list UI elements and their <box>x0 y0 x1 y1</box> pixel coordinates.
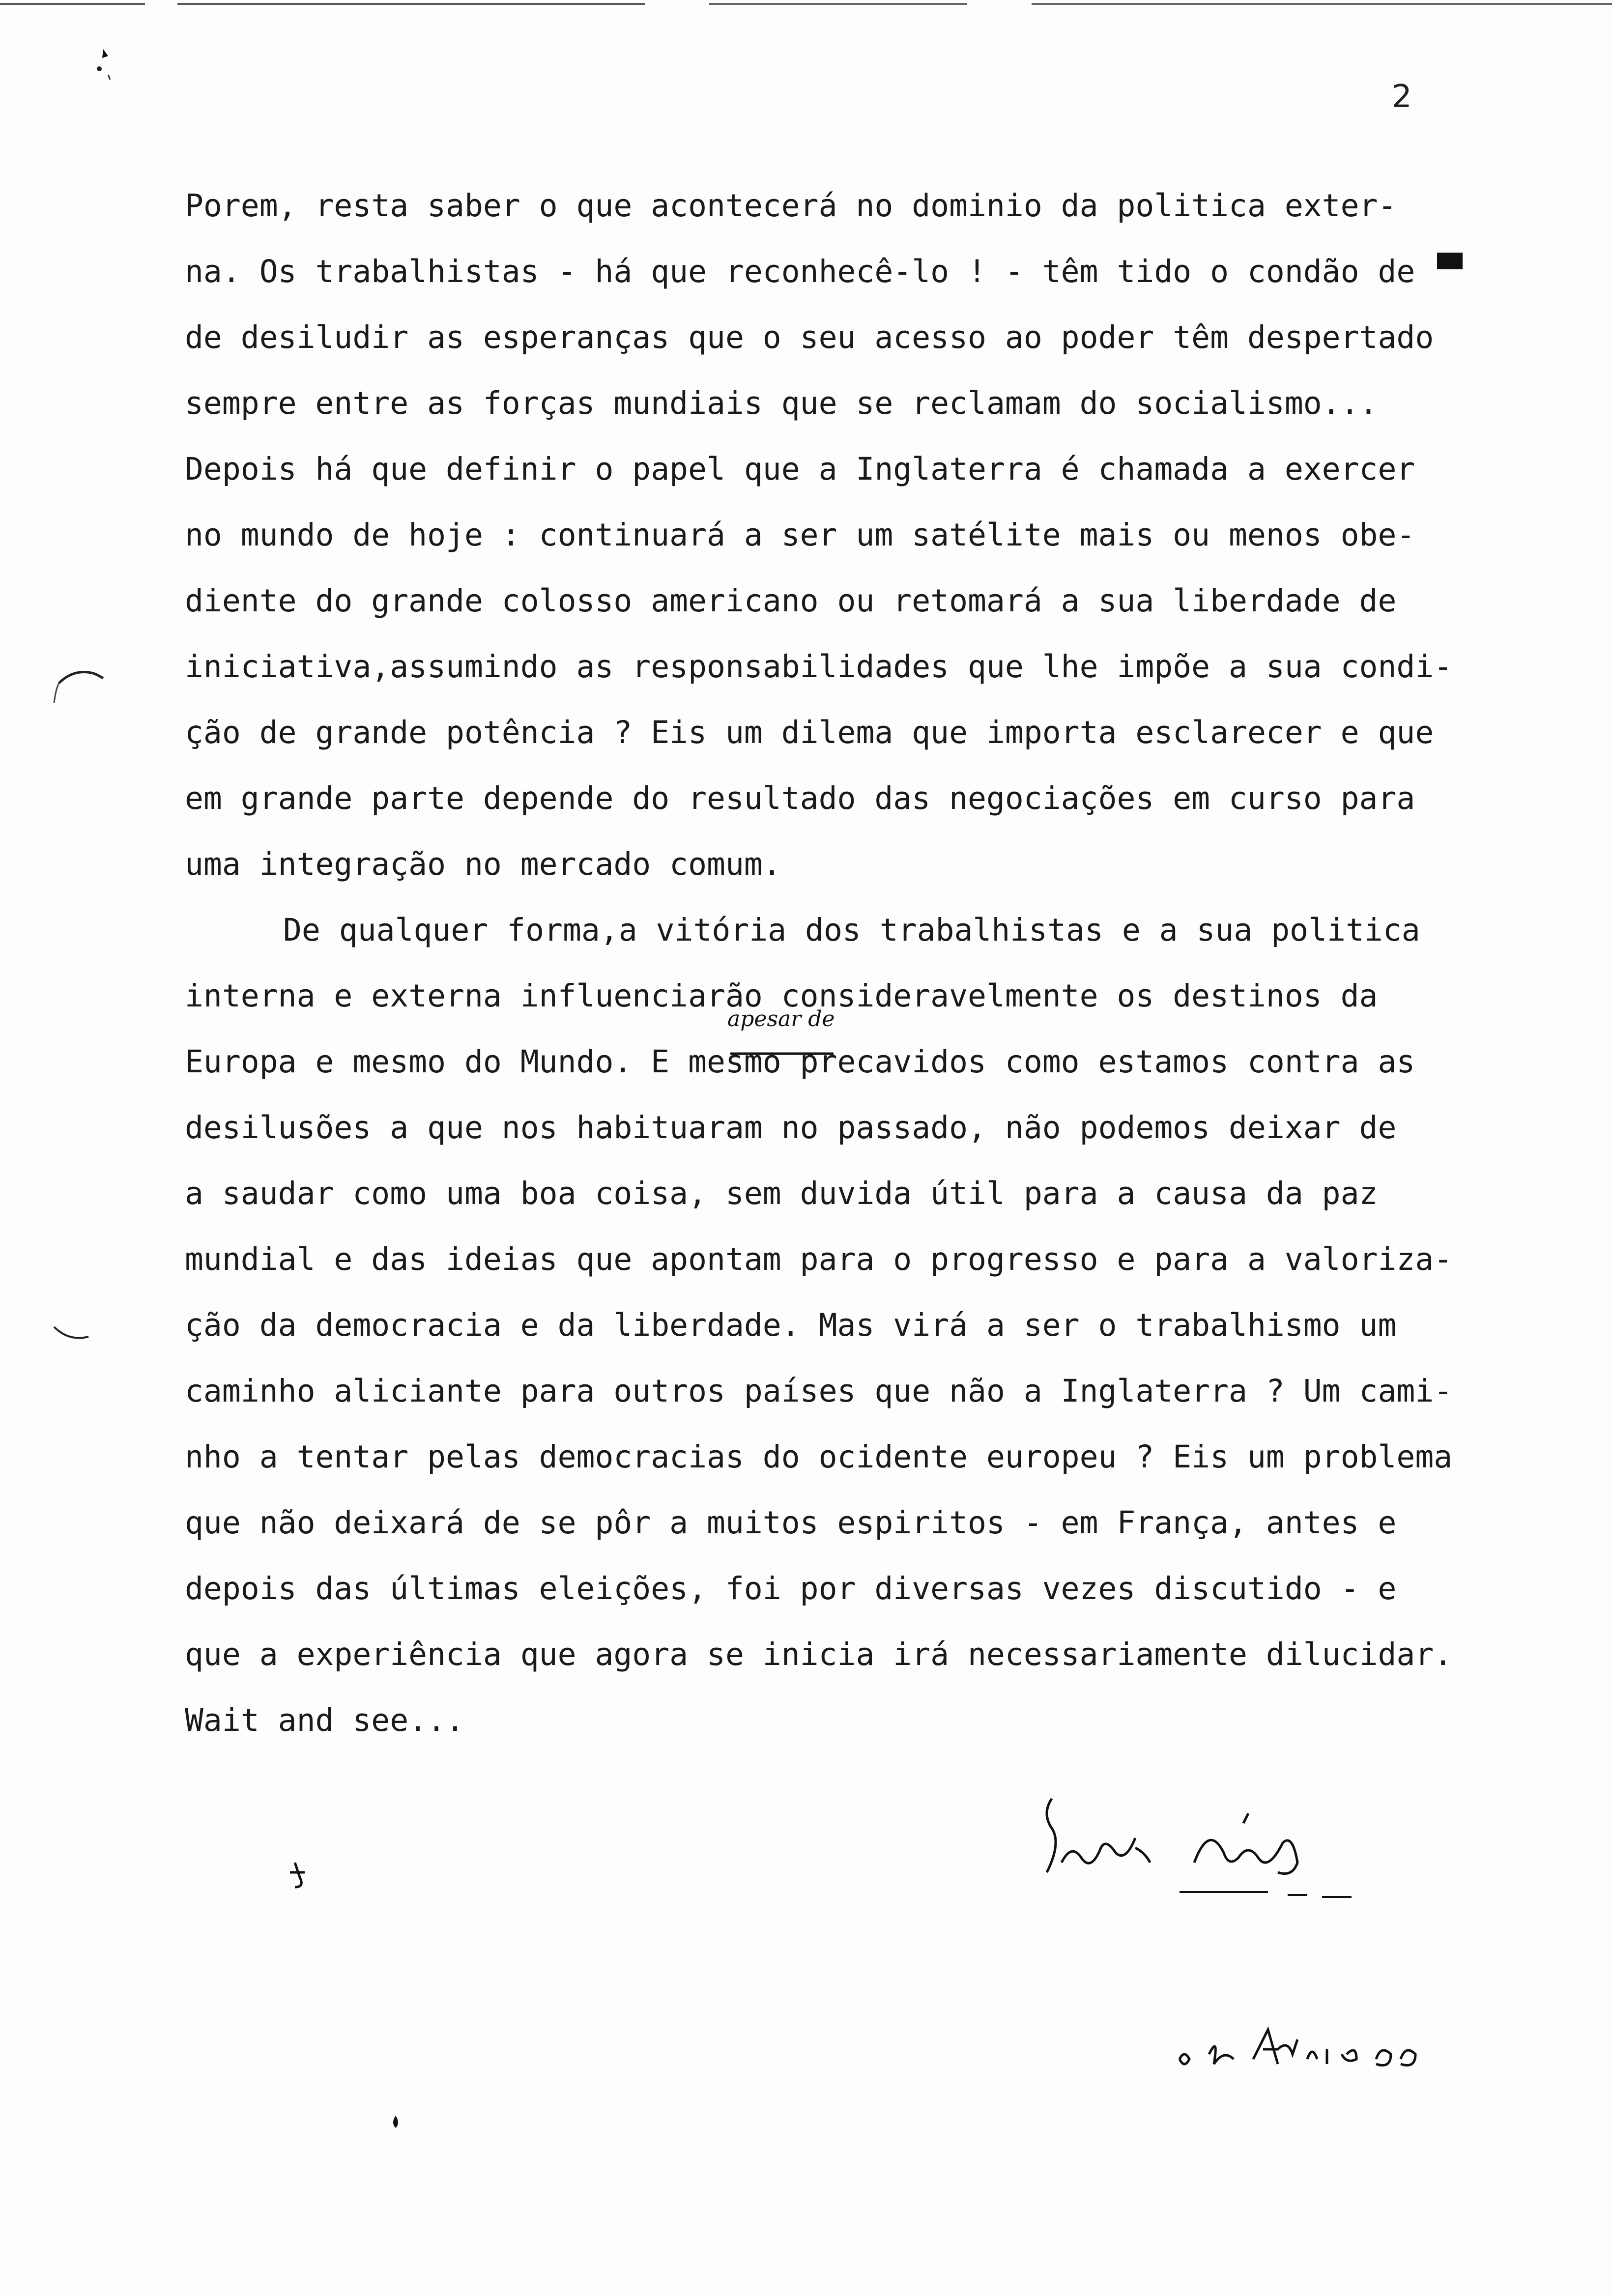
text-line: que não deixará de se pôr a muitos espiritos - em França, antes e <box>185 1505 1397 1541</box>
text-line: Wait and see... <box>185 1702 464 1738</box>
left-margin-curve <box>49 1317 108 1356</box>
text-line: nho a tentar pelas democracias do ocidente europeu ? Eis um problema <box>185 1439 1453 1475</box>
text-line: ção da democracia e da liberdade. Mas virá a ser o trabalhismo um <box>185 1307 1397 1343</box>
text-line: ção de grande potência ? Eis um dilema que importa esclarecer e que <box>185 715 1434 750</box>
page-number: 2 <box>1392 79 1412 115</box>
text-line: sempre entre as forças mundiais que se reclamam do socialismo... <box>185 385 1378 421</box>
text-line: no mundo de hoje : continuará a ser um satélite mais ou menos obe- <box>185 517 1415 553</box>
text-line: desilusões a que nos habituaram no passado, não podemos deixar de <box>185 1110 1397 1146</box>
text-line: Europa e mesmo do Mundo. E mesmo precavidos como estamos contra as <box>185 1044 1415 1080</box>
typed-body-text <box>185 173 1561 1753</box>
scan-speck-marks <box>69 39 138 167</box>
text-line: de desiludir as esperanças que o seu acesso ao poder têm despertado <box>185 319 1434 355</box>
handwritten-insertion: apesar de <box>727 1006 835 1032</box>
stray-handwritten-mark <box>285 1858 315 1897</box>
text-line: iniciativa,assumindo as responsabilidades que lhe impõe a sua condi- <box>185 649 1453 685</box>
text-line: mundial e das ideias que apontam para o progresso e para a valoriza- <box>185 1241 1453 1277</box>
text-line: interna e externa influenciarão consideravelmente os destinos da <box>185 978 1378 1014</box>
text-line: depois das últimas eleições, foi por diversas vezes discutido - e <box>185 1571 1397 1607</box>
text-line: em grande parte depende do resultado das negociações em curso para <box>185 780 1415 816</box>
text-line: diente do grande colosso americano ou retomará a sua liberdade de <box>185 583 1397 619</box>
crossed-out-blot <box>1434 246 1468 275</box>
handwritten-date <box>1170 2020 1514 2079</box>
text-line: a saudar como uma boa coisa, sem duvida útil para a causa da paz <box>185 1176 1378 1211</box>
text-line: que a experiência que agora se inicia irá necessariamente dilucidar. <box>185 1636 1453 1672</box>
ink-dot <box>388 2113 403 2133</box>
text-line: uma integração no mercado comum. <box>185 846 781 882</box>
text-line: Porem, resta saber o que acontecerá no dominio da politica exter- <box>185 188 1397 224</box>
left-margin-mark <box>49 654 118 722</box>
text-line: na. Os trabalhistas - há que reconhecê-lo ! - têm tido o condão de <box>185 254 1415 289</box>
strikethrough-line <box>730 1049 838 1059</box>
text-line: Depois há que definir o papel que a Inglaterra é chamada a exercer <box>185 451 1415 487</box>
text-line: caminho aliciante para outros países que não a Inglaterra ? Um cami- <box>185 1373 1453 1409</box>
handwritten-signature <box>1032 1779 1406 1936</box>
scan-edge-line <box>0 3 1612 5</box>
text-line: De qualquer forma,a vitória dos trabalhistas e a sua politica <box>283 912 1420 948</box>
